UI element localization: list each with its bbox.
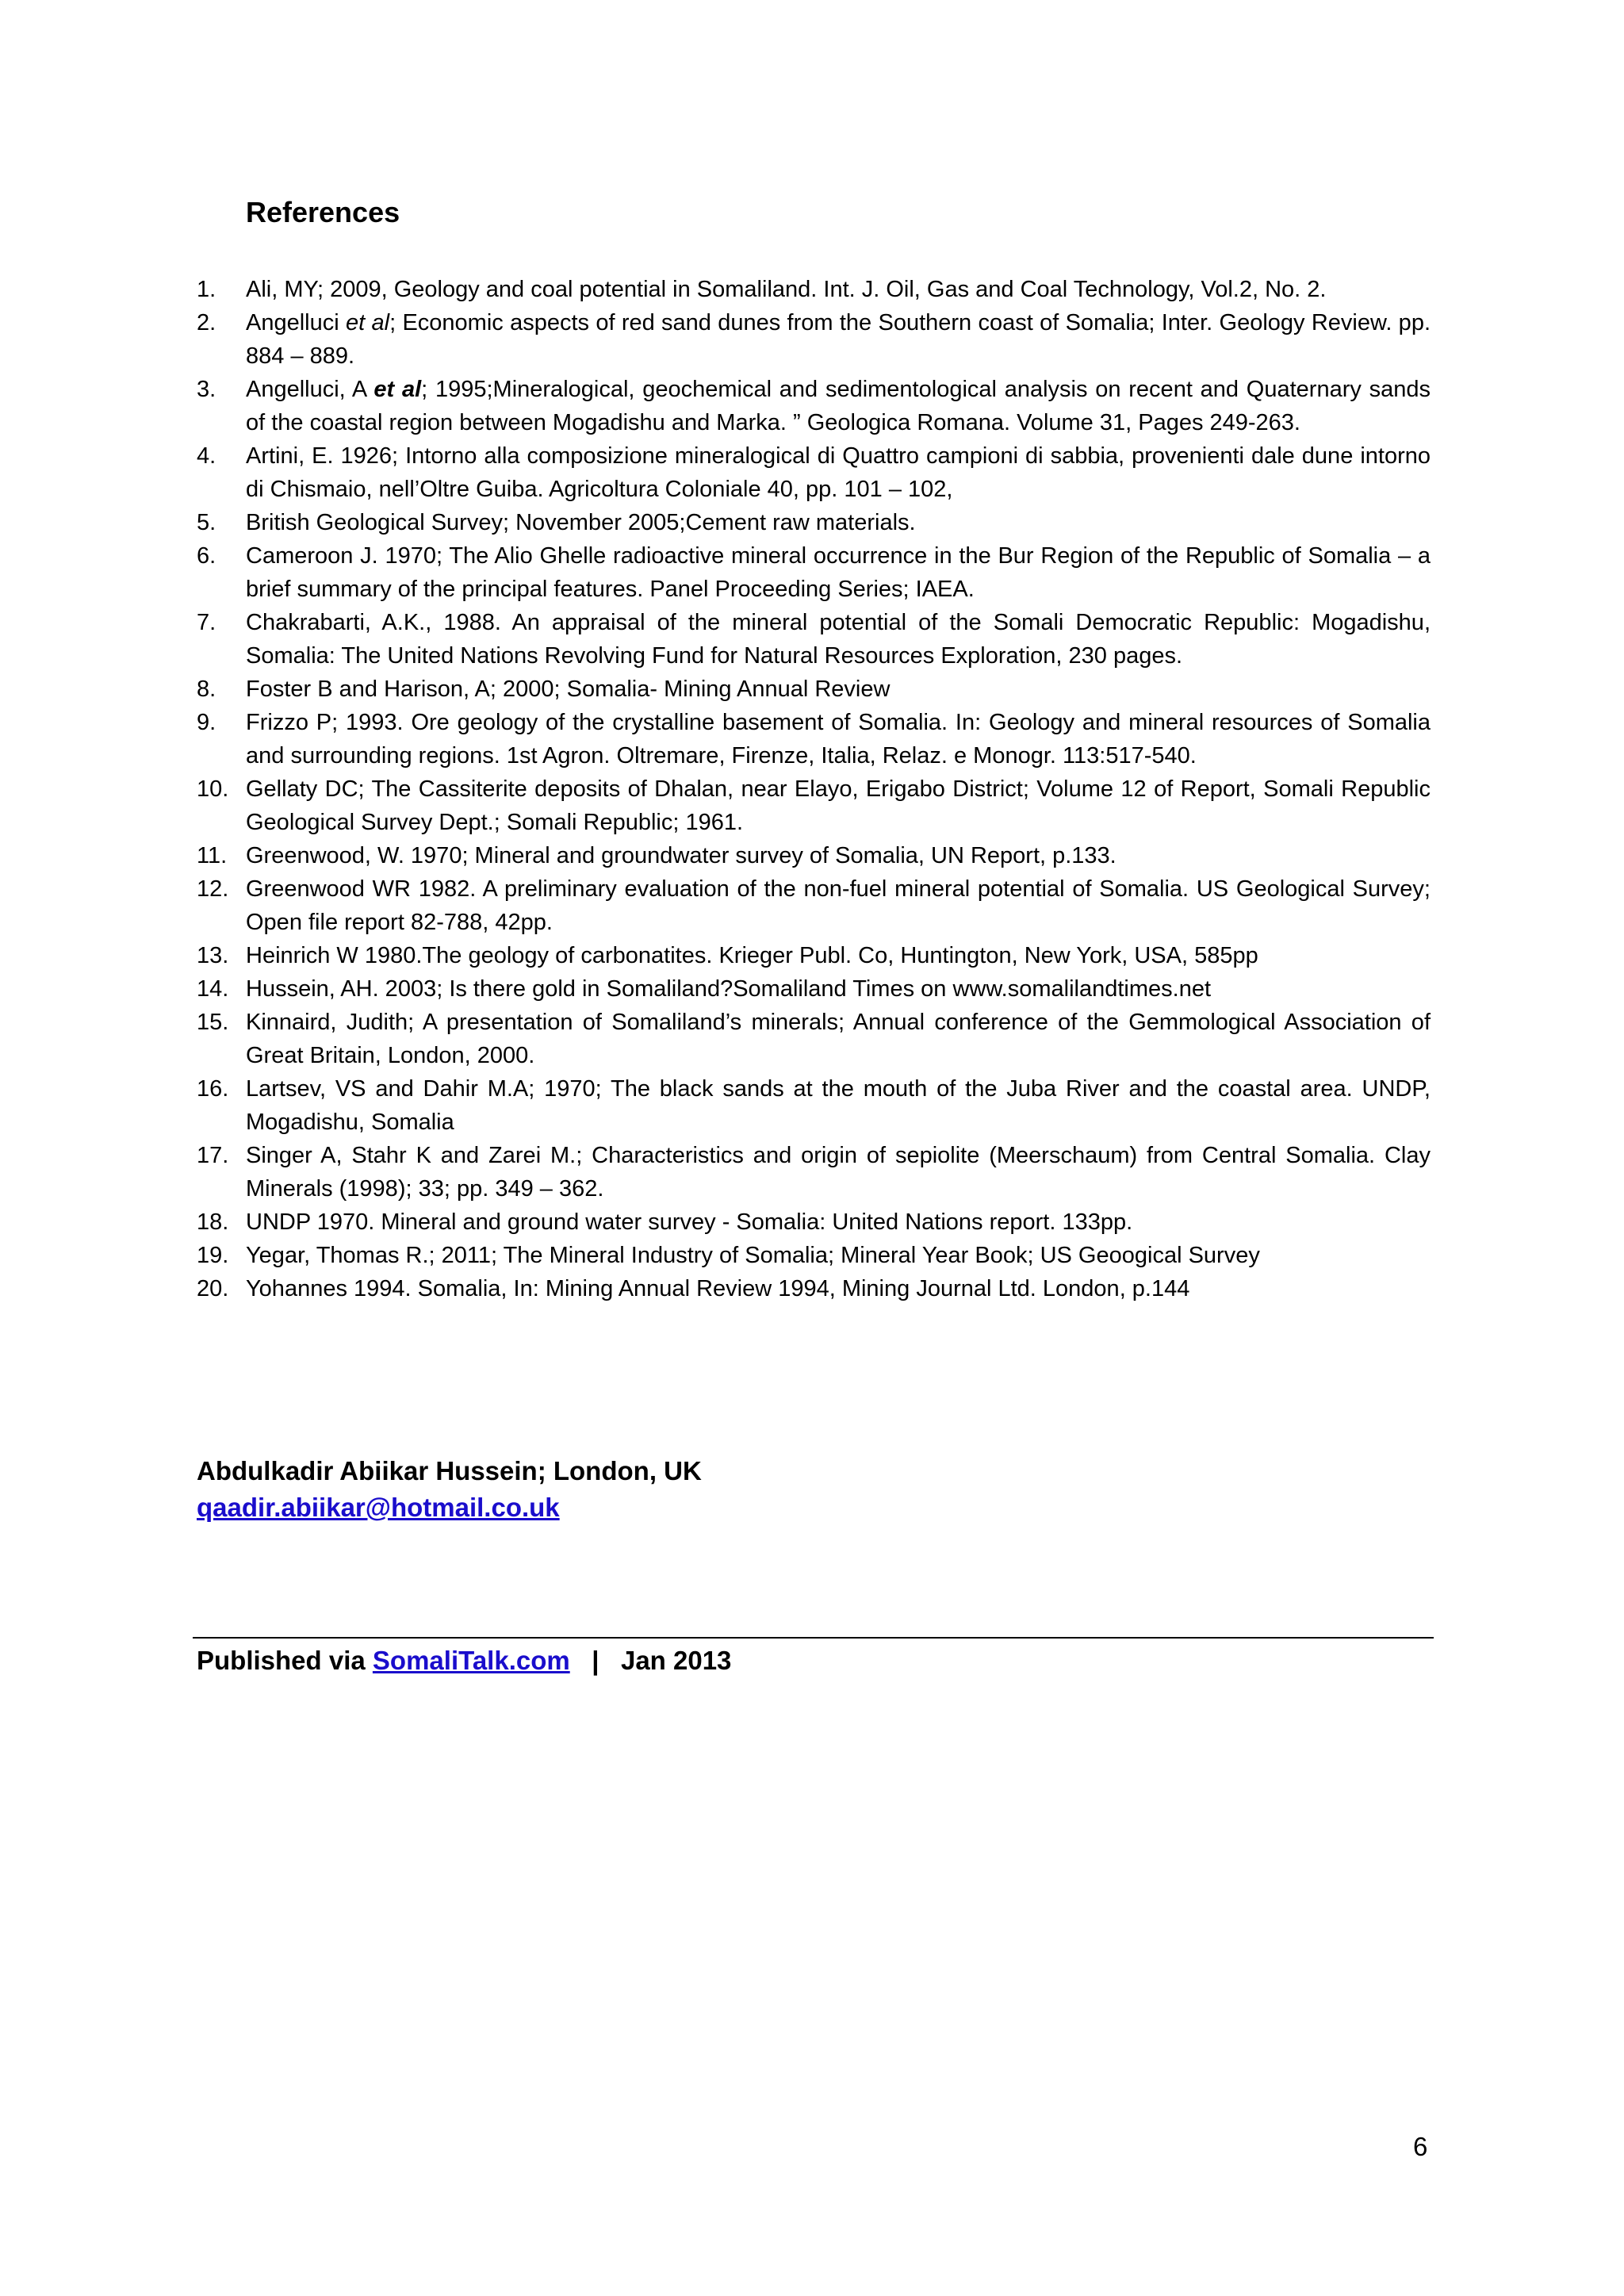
published-date: Jan 2013 [620, 1646, 732, 1675]
reference-text-part: et al [346, 310, 390, 335]
reference-number: 19. [197, 1243, 229, 1268]
reference-item [197, 939, 1431, 972]
author-block [197, 1453, 702, 1526]
reference-text-part: Hussein, AH. 2003; Is there gold in Somaliland?Somaliland Times on www.somalilandtimes.net [246, 976, 1212, 1002]
reference-text [246, 1276, 1189, 1301]
reference-number: 7. [197, 610, 216, 635]
reference-text [246, 543, 1431, 602]
reference-text [246, 710, 1431, 769]
reference-text [246, 377, 1431, 435]
reference-number: 5. [197, 510, 216, 535]
reference-item [197, 1006, 1431, 1072]
reference-text-part: Chakrabarti, A.K., 1988. An appraisal of the mineral potential of the Somali Democratic Republic: Mogadishu, Somalia: The United Nations Revolving Fund for Natural Resources Exploration, 230 pages. [246, 610, 1431, 669]
reference-number: 6. [197, 543, 216, 569]
reference-text [246, 976, 1211, 1002]
reference-number: 4. [197, 443, 216, 469]
reference-item [197, 539, 1431, 606]
reference-text-part: et al [373, 377, 422, 402]
reference-item [197, 1205, 1431, 1239]
reference-text [246, 943, 1258, 968]
reference-text-part: Yohannes 1994. Somalia, In: Mining Annual Review 1994, Mining Journal Ltd. London, p.144 [246, 1276, 1190, 1301]
reference-item [197, 606, 1431, 673]
reference-text-part: Frizzo P; 1993. Ore geology of the crystalline basement of Somalia. In: Geology and mineral resources of Somalia and surrounding regions. 1st Agron. Oltremare, Firenze, Italia, Relaz. e Monogr. 113:517-540. [246, 710, 1431, 769]
reference-number: 12. [197, 876, 229, 902]
references-list [197, 273, 1431, 1305]
reference-text [246, 776, 1431, 835]
page-number: 6 [1413, 2132, 1428, 2161]
author-name: Abdulkadir Abiikar Hussein; London, UK [197, 1456, 702, 1485]
reference-item [197, 772, 1431, 839]
reference-text [246, 1143, 1431, 1202]
reference-text [246, 677, 890, 702]
reference-text-part: Lartsev, VS and Dahir M.A; 1970; The black sands at the mouth of the Juba River and the coastal area. UNDP, Mogadishu, Somalia [246, 1076, 1431, 1135]
reference-text-part: Angelluci [246, 310, 346, 335]
reference-item [197, 872, 1431, 939]
reference-text [246, 1010, 1431, 1068]
reference-item [197, 273, 1431, 306]
reference-text [246, 1209, 1132, 1235]
published-line [197, 1642, 731, 1679]
published-prefix: Published via [197, 1646, 373, 1675]
reference-item [197, 706, 1431, 772]
reference-number: 11. [197, 843, 228, 868]
reference-text [246, 876, 1431, 935]
reference-text-part: Gellaty DC; The Cassiterite deposits of Dhalan, near Elayo, Erigabo District; Volume 12 of Report, Somali Republic Geological Survey Dept.; Somali Republic; 1961. [246, 776, 1431, 835]
author-email-link[interactable]: qaadir.abiikar@hotmail.co.uk [197, 1493, 560, 1522]
reference-number: 16. [197, 1076, 229, 1102]
reference-text [246, 277, 1326, 302]
reference-item [197, 373, 1431, 439]
reference-text-part: ; 1995;Mineralogical, geochemical and sedimentological analysis on recent and Quaternary sands of the coastal region between Mogadishu and Marka. ” Geologica Romana. Volume 31, Pages 249-263. [246, 377, 1431, 435]
reference-number: 2. [197, 310, 216, 335]
reference-number: 15. [197, 1010, 229, 1035]
reference-number: 14. [197, 976, 229, 1002]
reference-number: 9. [197, 710, 216, 735]
reference-number: 1. [197, 277, 216, 302]
reference-text-part: Cameroon J. 1970; The Alio Ghelle radioactive mineral occurrence in the Bur Region of the Republic of Somalia – a brief summary of the principal features. Panel Proceeding Series; IAEA. [246, 543, 1431, 602]
reference-text-part: Angelluci, A [246, 377, 374, 402]
reference-number: 10. [197, 776, 229, 802]
reference-item [197, 1272, 1431, 1305]
reference-text [246, 443, 1431, 502]
reference-text-part: Foster B and Harison, A; 2000; Somalia- Mining Annual Review [246, 677, 891, 702]
reference-text-part: Yegar, Thomas R.; 2011; The Mineral Industry of Somalia; Mineral Year Book; US Geoogical Survey [246, 1243, 1260, 1268]
reference-text-part: Artini, E. 1926; Intorno alla composizione mineralogical di Quattro campioni di sabbia, provenienti dale dune intorno di Chismaio, nell’Oltre Guiba. Agricoltura Coloniale 40, pp. 101 – 102, [246, 443, 1431, 502]
reference-number: 3. [197, 377, 216, 402]
reference-text-part: Singer A, Stahr K and Zarei M.; Characteristics and origin of sepiolite (Meerschaum) from Central Somalia. Clay Minerals (1998); 33; pp. 349 – 362. [246, 1143, 1431, 1202]
reference-text-part: British Geological Survey; November 2005;Cement raw materials. [246, 510, 916, 535]
reference-text [246, 1076, 1431, 1135]
somalitalk-link[interactable]: SomaliTalk.com [372, 1646, 570, 1675]
reference-item [197, 839, 1431, 872]
reference-text-part: Greenwood WR 1982. A preliminary evaluation of the non-fuel mineral potential of Somalia. US Geological Survey; Open file report 82-788, 42pp. [246, 876, 1431, 935]
reference-item [197, 506, 1431, 539]
reference-text-part: Ali, MY; 2009, Geology and coal potential in Somaliland. Int. J. Oil, Gas and Coal Technology, Vol.2, No. 2. [246, 277, 1327, 302]
reference-number: 17. [197, 1143, 229, 1168]
reference-text-part: UNDP 1970. Mineral and ground water survey - Somalia: United Nations report. 133pp. [246, 1209, 1133, 1235]
reference-item [197, 673, 1431, 706]
published-separator: | [569, 1646, 621, 1675]
reference-text [246, 1243, 1260, 1268]
reference-item [197, 972, 1431, 1006]
reference-number: 8. [197, 677, 216, 702]
reference-number: 20. [197, 1276, 229, 1301]
reference-item [197, 1139, 1431, 1205]
reference-number: 18. [197, 1209, 229, 1235]
reference-item [197, 1239, 1431, 1272]
footer-divider [193, 1637, 1434, 1639]
reference-text-part: Kinnaird, Judith; A presentation of Somaliland’s minerals; Annual conference of the Gemmological Association of Great Britain, London, 2000. [246, 1010, 1431, 1068]
reference-number: 13. [197, 943, 229, 968]
reference-text [246, 610, 1431, 669]
references-heading: References [246, 196, 400, 228]
reference-text-part: ; Economic aspects of red sand dunes from the Southern coast of Somalia; Inter. Geology Review. pp. 884 – 889. [246, 310, 1431, 369]
reference-item [197, 306, 1431, 373]
reference-text-part: Heinrich W 1980.The geology of carbonatites. Krieger Publ. Co, Huntington, New York, USA, 585pp [246, 943, 1258, 968]
reference-item [197, 1072, 1431, 1139]
reference-text [246, 310, 1431, 369]
reference-item [197, 439, 1431, 506]
reference-text [246, 510, 916, 535]
reference-text [246, 843, 1116, 868]
reference-text-part: Greenwood, W. 1970; Mineral and groundwater survey of Somalia, UN Report, p.133. [246, 843, 1116, 868]
